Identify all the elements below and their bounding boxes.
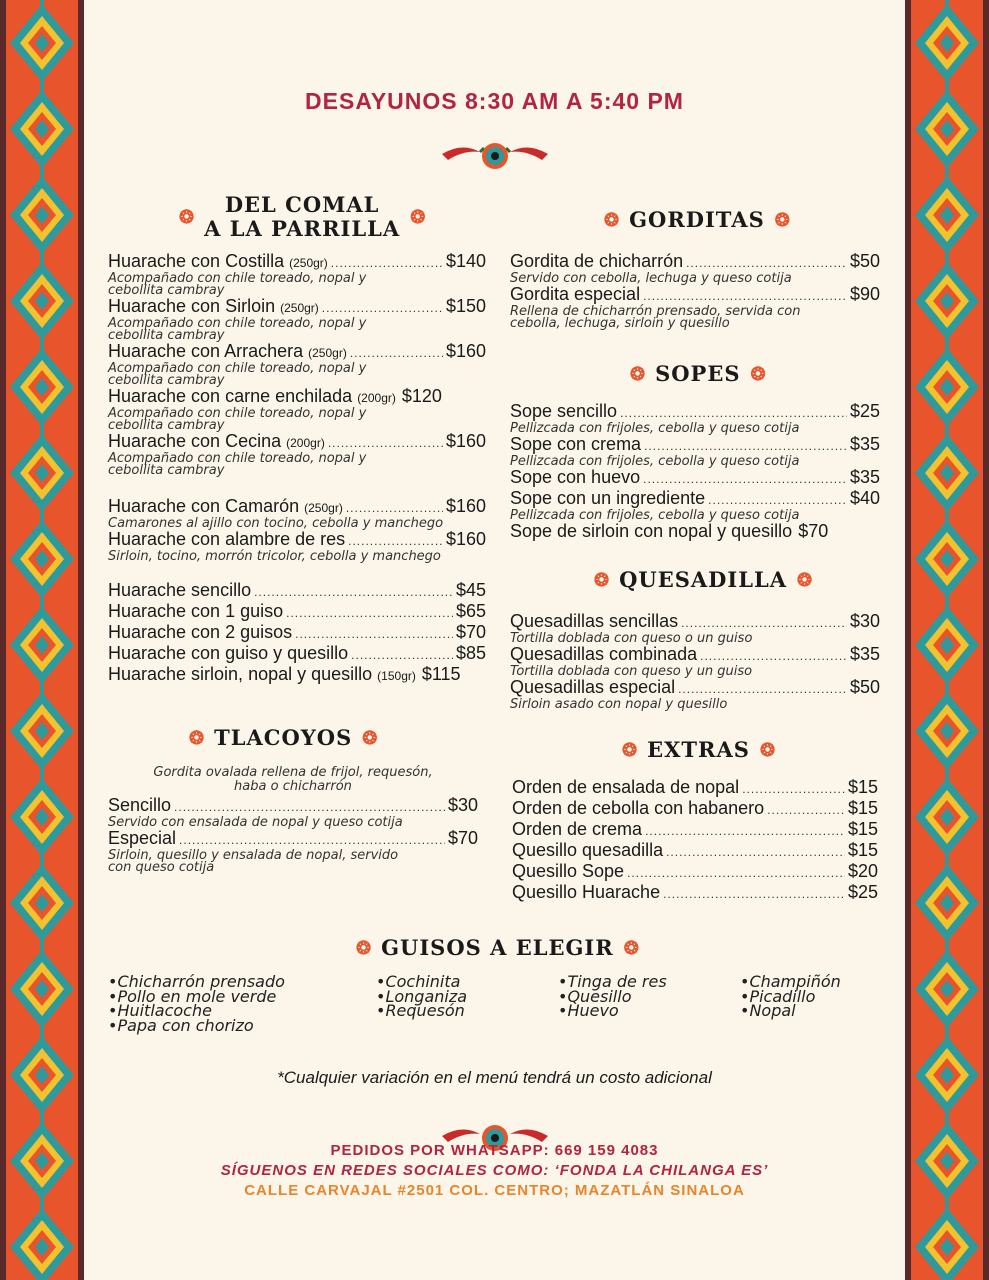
section-heading-comal: [179, 193, 425, 241]
quesadilla-list: Quesadillas sencillas ..... $30 Tortilla doblada con queso o un guiso Quesadillas combinada ..... $35 Tortilla doblada con queso y un guiso Quesadillas especial ..... $50 Sirloin asado con nopal y quesillo: [510, 612, 880, 711]
section-heading-sopes: ❂ SOPES ❂: [630, 361, 766, 386]
menu-item: Huarache sirloin, nopal y quesillo (150gr) $115: [108, 664, 461, 684]
menu-item: Huarache con Sirloin (250gr) ..... $150: [108, 297, 486, 318]
flourish-right-icon: ❂: [750, 363, 766, 385]
flourish-left-icon: ❂: [356, 937, 372, 959]
flourish-right-icon: ❂: [774, 209, 790, 231]
flourish-left-icon: ❂: [630, 363, 646, 385]
menu-item: Especial ..... $70: [108, 829, 478, 850]
menu-item: Orden de crema ..... $15: [512, 820, 878, 841]
flourish-left-icon: ❂: [179, 206, 195, 228]
social-line: SÍGUENOS EN REDES SOCIALES COMO: ‘FONDA LA CHILANGA ES’: [220, 1162, 769, 1179]
section-heading-tlacoyos: ❂ TLACOYOS ❂: [189, 725, 378, 750]
menu-item: Sope con crema ..... $35: [510, 435, 880, 456]
heading-line-2: A LA PARRILLA: [204, 216, 401, 241]
whatsapp-line: PEDIDOS POR WHATSAPP: 669 159 4083: [330, 1142, 659, 1159]
menu-item: Huarache con Cecina (200gr) ..... $160: [108, 432, 486, 453]
menu-item: Sope sencillo ..... $25: [510, 402, 880, 423]
guisos-list: [108, 972, 888, 1035]
flourish-right-icon: ❂: [362, 727, 378, 749]
menu-item: Huarache con Camarón (250gr) ..... $160: [108, 497, 486, 518]
menu-item: Orden de ensalada de nopal ..... $15: [512, 778, 878, 799]
menu-item: Huarache con Costilla (250gr) ..... $140: [108, 252, 486, 273]
heading-line-1: DEL COMAL: [224, 192, 380, 217]
guisos-column-4: •Champiñón •Picadillo •Nopal: [740, 972, 841, 1020]
extras-list: [512, 778, 878, 904]
menu-item: Gordita de chicharrón ..... $50: [510, 252, 880, 273]
section-heading-extras: ❂ EXTRAS ❂: [622, 737, 776, 762]
menu-item: Orden de cebolla con habanero ..... $15: [512, 799, 878, 820]
guisos-column-1: •Chicharrón prensado •Pollo en mole verde •Huitlacoche •Papa con chorizo: [108, 972, 285, 1035]
flourish-left-icon: ❂: [594, 569, 610, 591]
comal-list: Huarache con Costilla (250gr) ..... $140 Acompañado con chile toreado, nopal y cebollita cambray Huarache con Sirloin (250gr) ..... $150 Acompañado con chile toreado, nopal y cebollita cambray Huarache con Arrachera (250gr) ..... $160 Acompañado con chile toreado, nopal y cebollita cambray Huarache con carne enchilada (200gr) $120 Acompañado con chile toreado, nopal y cebollita cambray Huarache con Cecina (200gr) ..... $160 Acompañado con chile toreado, nopal y cebollita cambray Huarache con Camarón (250gr) ..... $160 Camarones al ajillo con tocino, cebolla y manchego Huarache con alambre de res ..... $160 Sirloin, tocino, morrón tricolor, cebolla y manchego Huarache sencillo ..... $45 Huarache con 1 guiso ..... $65 Huarache con 2 guisos ..... $70 Huarache con guiso y quesillo ..... $85 Huarache sirloin, nopal y quesillo (150gr) $115: [108, 252, 486, 686]
left-pattern-border: [0, 0, 84, 1280]
menu-item: Huarache sencillo ..... $45: [108, 581, 486, 602]
aztec-pattern-icon: [905, 0, 989, 1280]
menu-item: Quesadillas combinada ..... $35: [510, 645, 880, 666]
right-pattern-border: [905, 0, 989, 1280]
menu-item: Sencillo ..... $30: [108, 796, 478, 817]
menu-item: Quesillo Sope ..... $20: [512, 862, 878, 883]
tlacoyos-list: Gordita ovalada rellena de frijol, requesón, haba o chicharrón Sencillo ..... $30 Servido con ensalada de nopal y queso cotija Especial ..... $70 Sirloin, quesillo y ensalada de nopal, servido con queso cotija: [108, 766, 478, 874]
menu-item: Sope con un ingrediente ..... $40: [510, 489, 880, 510]
section-heading-guisos: ❂ GUISOS A ELEGIR ❂: [356, 935, 639, 960]
flourish-right-icon: ❂: [759, 739, 776, 761]
menu-item: Sope con huevo ..... $35: [510, 468, 880, 489]
menu-item: Quesadillas sencillas ..... $30: [510, 612, 880, 633]
sopes-list: Sope sencillo ..... $25 Pellizcada con frijoles, cebolla y queso cotija Sope con crema ..... $35 Pellizcada con frijoles, cebolla y queso cotija Sope con huevo ..... $35 Sope con un ingrediente ..... $40 Pellizcada con frijoles, cebolla y queso cotija Sope de sirloin con nopal y quesillo $70: [510, 402, 880, 543]
gorditas-list: Gordita de chicharrón ..... $50 Servido con cebolla, lechuga y queso cotija Gordita especial ..... $90 Rellena de chicharrón prensado, servida con cebolla, lechuga, sirloin y quesillo: [510, 252, 880, 330]
menu-item: Huarache con Arrachera (250gr) ..... $160: [108, 342, 486, 363]
menu-item: Sope de sirloin con nopal y quesillo $70: [510, 521, 829, 541]
menu-item: Huarache con alambre de res ..... $160: [108, 530, 486, 551]
guisos-column-2: •Cochinita •Longaniza •Requesón: [376, 972, 468, 1020]
flourish-left-icon: ❂: [189, 727, 205, 749]
menu-content: [84, 0, 905, 1280]
section-heading-gorditas: ❂ GORDITAS ❂: [604, 207, 790, 232]
guisos-column-3: •Tinga de res •Quesillo •Huevo: [558, 972, 667, 1020]
menu-item: Gordita especial ..... $90: [510, 285, 880, 306]
section-heading-quesadilla: ❂ QUESADILLA ❂: [594, 567, 813, 592]
menu-item: Quesadillas especial ..... $50: [510, 678, 880, 699]
flourish-left-icon: ❂: [604, 209, 620, 231]
flourish-left-icon: ❂: [622, 739, 638, 761]
menu-item: Huarache con 1 guiso ..... $65: [108, 602, 486, 623]
chili-flower-icon: [440, 140, 550, 172]
chili-flower-ornament: [84, 140, 905, 172]
menu-item: Huarache con 2 guisos ..... $70: [108, 623, 486, 644]
price-variation-note: *Cualquier variación en el menú tendrá un costo adicional: [277, 1068, 712, 1087]
aztec-pattern-icon: [0, 0, 84, 1280]
page-title: DESAYUNOS 8:30 AM A 5:40 PM: [305, 88, 684, 114]
address-line: CALLE CARVAJAL #2501 COL. CENTRO; MAZATLÁN SINALOA: [244, 1182, 745, 1199]
flourish-right-icon: ❂: [797, 569, 813, 591]
menu-item: Huarache con carne enchilada (200gr) $120: [108, 386, 442, 406]
menu-item: Huarache con guiso y quesillo ..... $85: [108, 644, 486, 665]
flourish-right-icon: ❂: [410, 206, 426, 228]
menu-item: Quesillo Huarache ..... $25: [512, 883, 878, 904]
flourish-right-icon: ❂: [623, 937, 639, 959]
menu-item: Quesillo quesadilla ..... $15: [512, 841, 878, 862]
